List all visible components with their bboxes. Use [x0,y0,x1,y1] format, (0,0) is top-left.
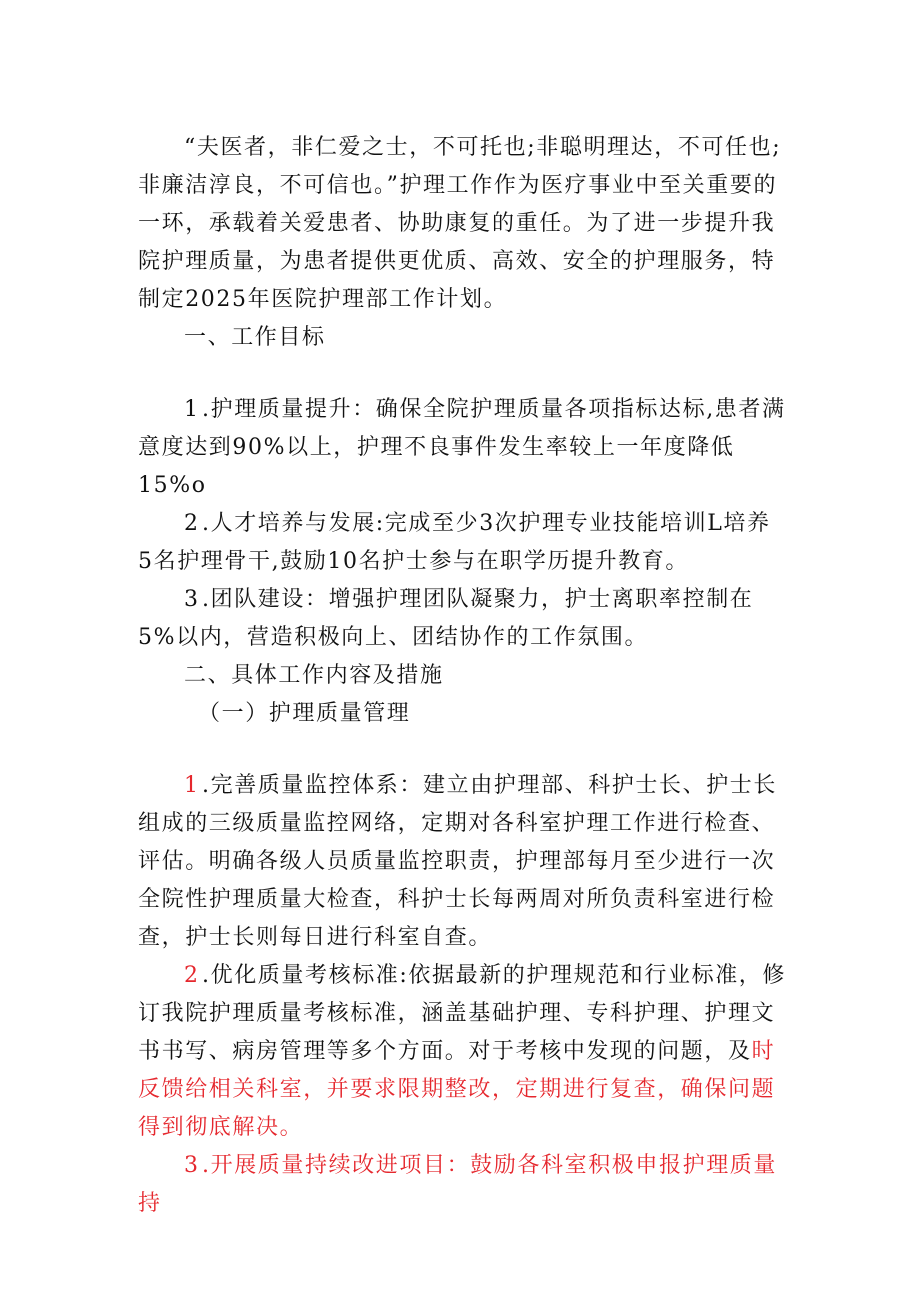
measure-item-3-number: 3 [184,1153,198,1178]
intro-paragraph: “夫医者，非仁爱之士，不可托也;非聪明理达，不可任也;非廉洁淳良，不可信也。”护理工作作为医疗事业中至关重要的一环，承载着关爱患者、协助康复的重任。为了进一步提升我院护理质量，为患者提供更优质、高效、安全的护理服务，特制定2025年医院护理部工作计划。 [138,135,782,312]
goal-item-1-number: 1 [184,397,198,422]
measure-item-3-text: .开展质量持续改进项目：鼓励各科室积极申报护理质量持 [138,1153,777,1216]
measure-item-1 [138,767,786,957]
goal-item-3 [138,581,786,657]
goal-item-3-text: .团队建设：增强护理团队凝聚力，护士离职率控制在5%以内，营造积极向上、团结协作的工作氛围。 [138,587,754,650]
section-1-heading: 一、工作目标 [184,325,326,350]
goal-item-3-number: 3 [184,587,198,612]
measure-item-3 [138,1147,786,1223]
measure-item-1-text: .完善质量监控体系：建立由护理部、科护士长、护士长组成的三级质量监控网络，定期对各科室护理工作进行检查、评估。明确各级人员质量监控职责，护理部每月至少进行一次全院性护理质量大检查，科护士长每两周对所负责科室进行检查，护士长则每日进行科室自查。 [138,773,777,950]
subsection-1-heading: （一）护理质量管理 [198,701,411,726]
goal-item-1 [138,391,786,505]
goal-item-2 [138,505,786,581]
goal-item-1-text: .护理质量提升：确保全院护理质量各项指标达标,患者满意度达到90%以上，护理不良事件发生率较上一年度降低15%o [138,397,786,498]
goal-item-2-text: .人才培养与发展:完成至少3次护理专业技能培训L培养5名护理骨干,鼓励10名护士参与在职学历提升教育。 [138,511,771,574]
measure-item-2-number: 2 [184,963,198,988]
section-2-heading: 二、具体工作内容及措施 [184,663,444,688]
measure-item-2 [138,957,786,1147]
measure-item-1-number: 1 [184,773,198,798]
spacer [138,357,786,391]
measure-item-2-text: .优化质量考核标准:依据最新的护理规范和行业标准，修订我院护理质量考核标准，涵盖基础护理、专科护理、护理文书书写、病房管理等多个方面。对于考核中发现的问题，及 [138,963,787,1064]
measure-item-2-highlight: 时反馈给相关科室，并要求限期整改，定期进行复查，确保问题得到彻底解决。 [138,1039,776,1140]
spacer [138,733,786,767]
goal-item-2-number: 2 [184,511,198,536]
